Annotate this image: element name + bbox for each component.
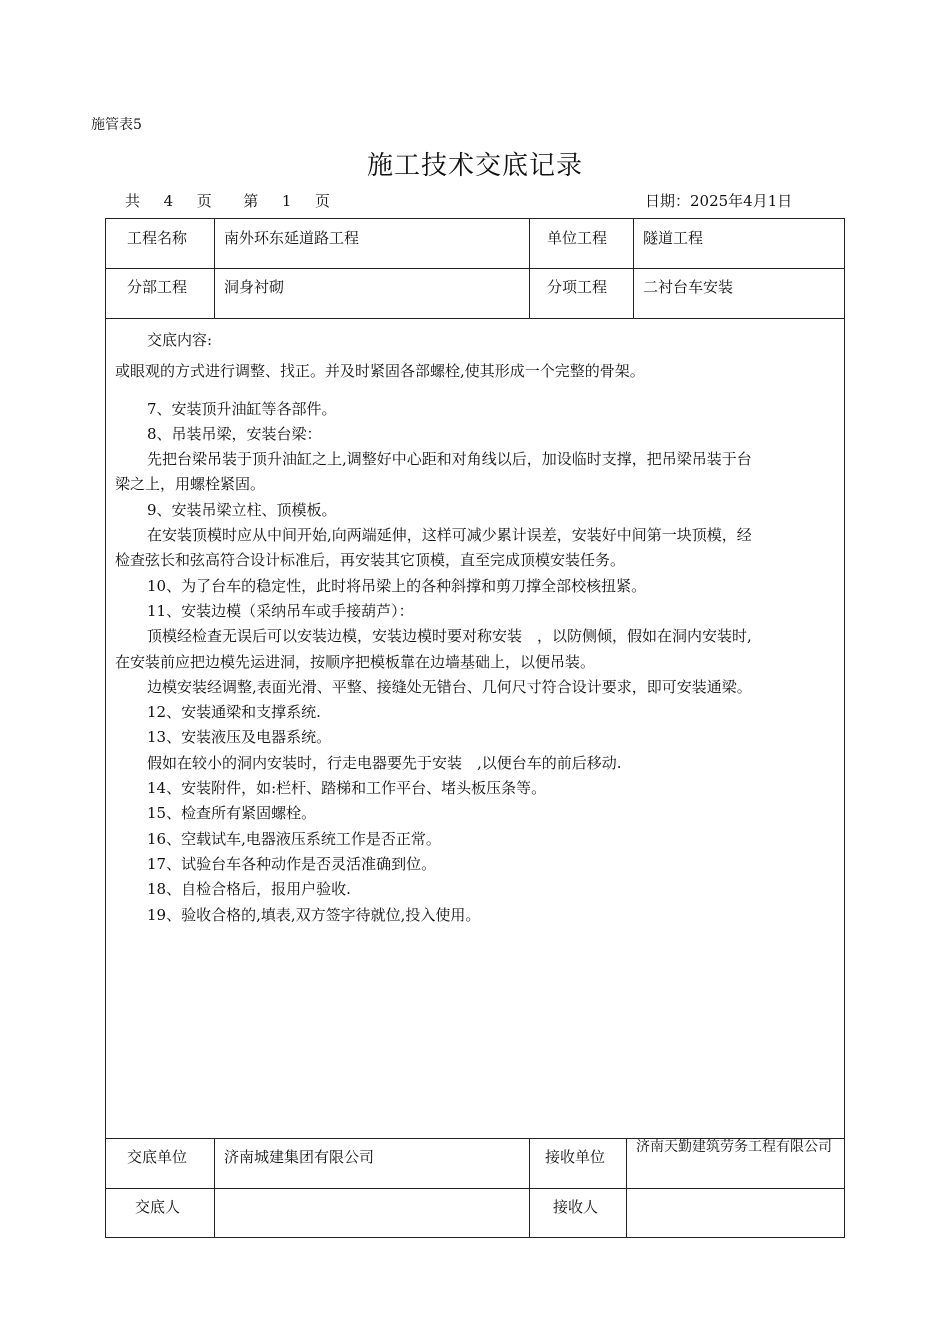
- sub-item-label: 分项工程: [547, 278, 608, 296]
- table-divider: [105, 1188, 845, 1189]
- sub-item-value: 二衬台车安装: [643, 278, 734, 296]
- date-line: 日期：2025年4月1日: [645, 192, 793, 210]
- column-divider: [529, 218, 530, 318]
- content-line: 7、安装顶升油缸等各部件。: [147, 399, 337, 418]
- content-line: 检查弦长和弦高符合设计标准后，再安装其它顶模，直至完成顶模安装任务。: [115, 551, 626, 570]
- briefing-content: [115, 328, 840, 928]
- content-line: 14、安装附件，如:栏杆、踏梯和工作平台、堵头板压条等。: [147, 779, 547, 798]
- form-code: 施管表5: [91, 117, 142, 133]
- issuing-unit-label: 交底单位: [127, 1148, 188, 1166]
- content-line: 顶模经检查无误后可以安装边模，安装边模时要对称安装 ，以防侧倾，假如在洞内安装时,: [147, 627, 752, 646]
- page-suffix: 页: [314, 192, 330, 210]
- content-line: 在安装顶模时应从中间开始,向两端延伸，这样可减少累计误差，安装好中间第一块顶模，经: [147, 526, 752, 545]
- table-divider: [105, 268, 845, 269]
- receiving-unit-value: 济南天勤建筑劳务工程有限公司: [636, 1139, 832, 1155]
- project-name-value: 南外环东延道路工程: [224, 229, 360, 247]
- content-heading: 交底内容:: [147, 331, 213, 349]
- project-name-label: 工程名称: [127, 229, 188, 247]
- content-line: 梁之上，用螺栓紧固。: [115, 475, 266, 494]
- content-line: 先把台梁吊装于顶升油缸之上,调整好中心距和对角线以后，加设临时支撑，把吊梁吊装于台: [147, 450, 752, 469]
- total-suffix: 页: [196, 192, 212, 210]
- content-line: 19、验收合格的,填表,双方签字待就位,投入使用。: [147, 905, 481, 924]
- issuer-label: 交底人: [135, 1198, 181, 1216]
- receiver-label: 接收人: [553, 1198, 599, 1216]
- column-divider: [529, 1138, 530, 1238]
- content-line: 12、安装通梁和支撑系统.: [147, 703, 321, 722]
- total-pages: 4: [163, 192, 174, 210]
- page-number: 1: [281, 192, 292, 210]
- content-line: 9、安装吊梁立柱、顶模板。: [147, 500, 337, 519]
- content-line: 16、空载试车,电器液压系统工作是否正常。: [147, 829, 441, 848]
- sub-division-label: 分部工程: [127, 278, 188, 296]
- unit-project-label: 单位工程: [547, 229, 608, 247]
- content-line: 在安装前应把边模先运进洞，按顺序把模板靠在边墙基础上，以便吊装。: [115, 652, 596, 671]
- issuing-unit-value: 济南城建集团有限公司: [224, 1148, 375, 1166]
- page-info: [125, 190, 330, 211]
- content-line: 11、安装边模（采纳吊车或手接葫芦）：: [147, 601, 414, 620]
- content-line: 18、自检合格后，报用户验收.: [147, 880, 351, 899]
- content-line: 13、安装液压及电器系统。: [147, 728, 332, 747]
- total-prefix: 共: [125, 192, 141, 210]
- page-prefix: 第: [243, 192, 259, 210]
- content-line: 10、为了台车的稳定性，此时将吊梁上的各种斜撑和剪刀撑全部校核扭紧。: [147, 576, 647, 595]
- table-divider: [105, 318, 845, 319]
- content-line: 17、试验台车各种动作是否灵活准确到位。: [147, 854, 437, 873]
- content-line: 或眼观的方式进行调整、找正。并及时紧固各部螺栓,使其形成一个完整的骨架。: [115, 362, 645, 381]
- receiving-unit-label: 接收单位: [545, 1148, 606, 1166]
- content-line: 8、吊装吊梁，安装台梁：: [147, 424, 322, 443]
- document-title: 施工技术交底记录: [366, 151, 583, 181]
- content-line: 15、检查所有紧固螺栓。: [147, 804, 317, 823]
- column-divider: [214, 1138, 215, 1238]
- column-divider: [626, 1138, 627, 1238]
- column-divider: [633, 218, 634, 318]
- content-line: 边模安装经调整,表面光滑、平整、接缝处无错台、几何尺寸符合设计要求，即可安装通梁。: [147, 677, 752, 696]
- unit-project-value: 隧道工程: [643, 229, 704, 247]
- content-line: 假如在较小的洞内安装时，行走电器要先于安装 ,以便台车的前后移动.: [147, 753, 622, 772]
- sub-division-value: 洞身衬砌: [224, 278, 285, 296]
- column-divider: [214, 218, 215, 318]
